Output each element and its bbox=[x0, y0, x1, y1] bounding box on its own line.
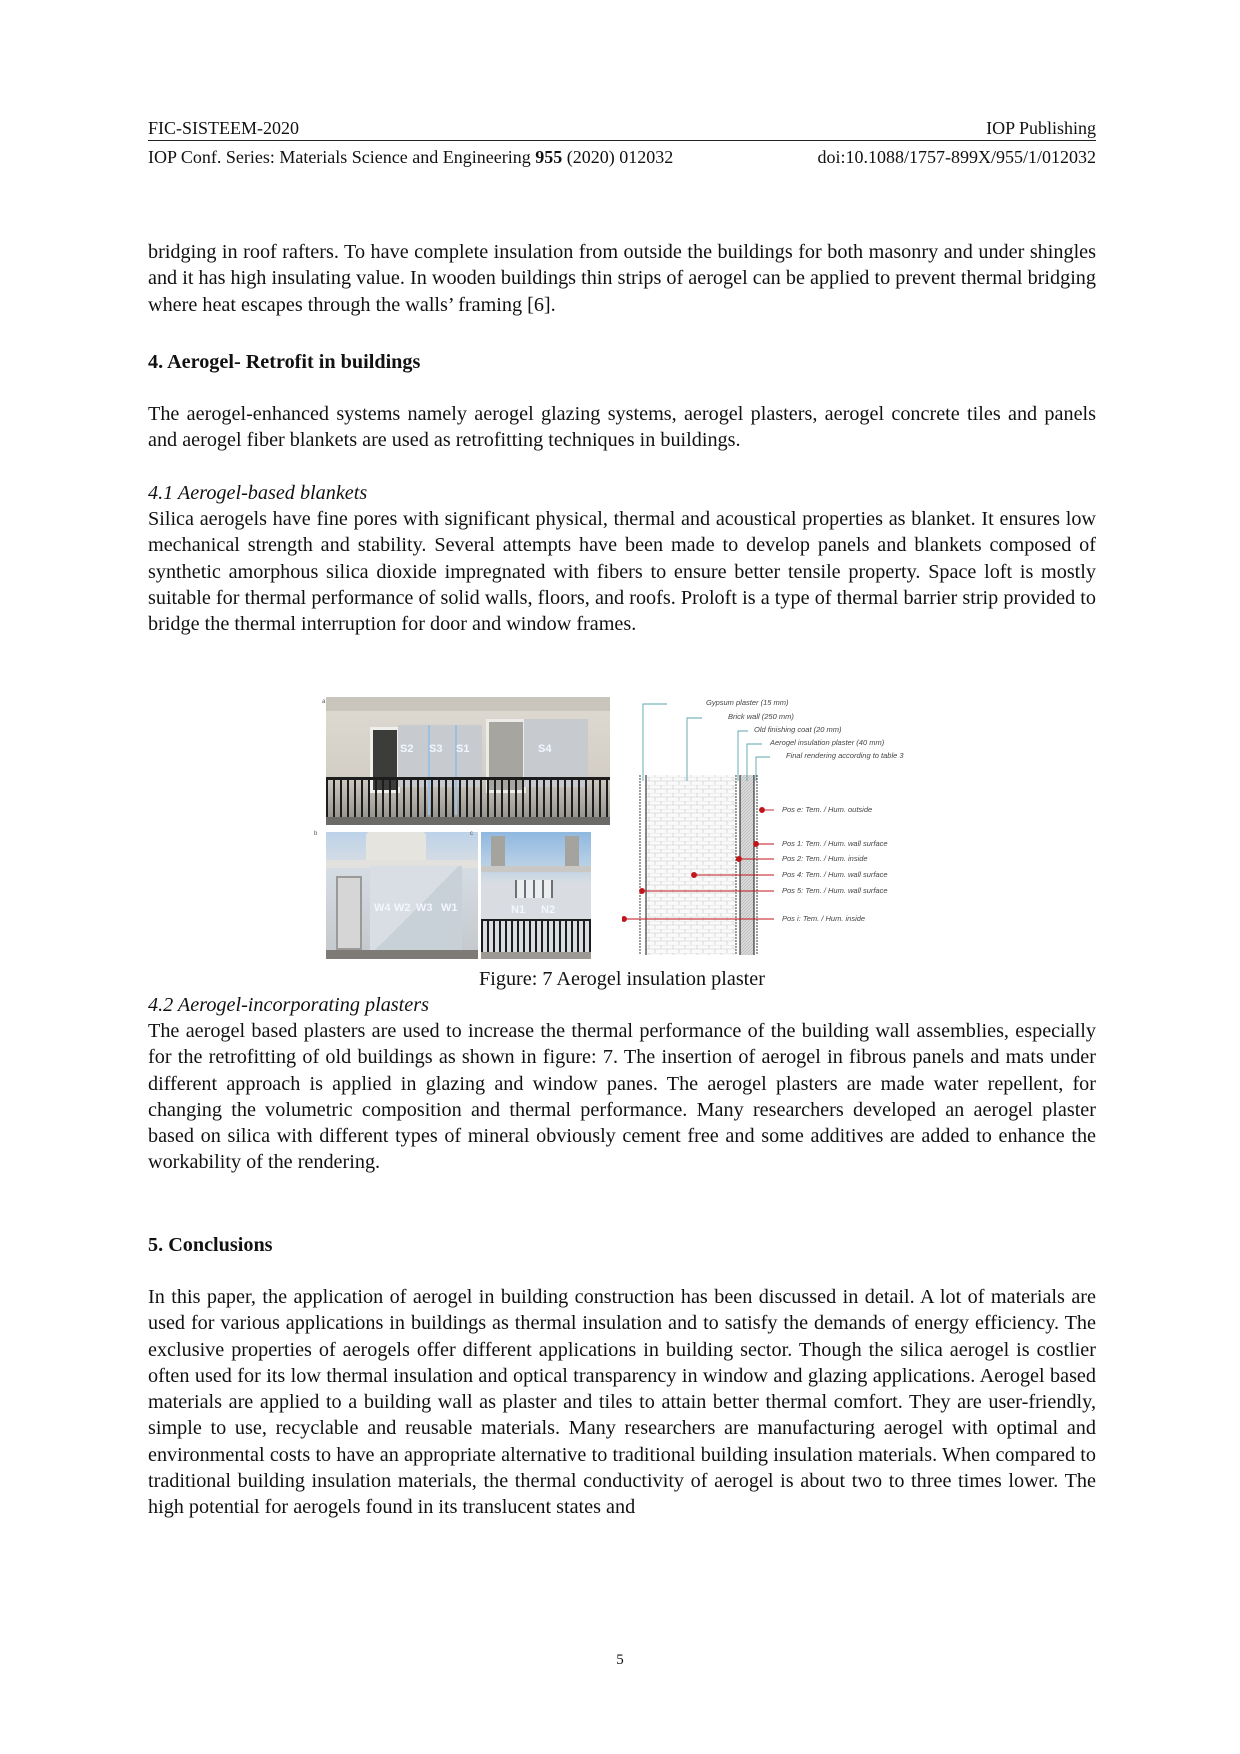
layer-label: Final rendering according to table 3 bbox=[786, 751, 904, 760]
volume-number: 955 bbox=[535, 147, 563, 167]
sample-label: S1 bbox=[456, 743, 470, 755]
section-4-1-heading: 4.1 Aerogel-based blankets bbox=[148, 482, 368, 504]
sample-label: W3 bbox=[416, 902, 433, 914]
page-number: 5 bbox=[616, 1652, 624, 1668]
sensor-label: Pos 5: Tem. / Hum. wall surface bbox=[782, 886, 888, 895]
series-info: IOP Conf. Series: Materials Science and Engineering 955 (2020) 012032 bbox=[148, 147, 674, 167]
sample-label: N1 bbox=[511, 904, 526, 916]
sensor-label: Pos 2: Tem. / Hum. inside bbox=[782, 854, 868, 863]
layer-label: Old finishing coat (20 mm) bbox=[754, 725, 842, 734]
section-5-paragraph: In this paper, the application of aerogel in building construction has been discussed in detail. A lot of materials are used for various applications in buildings as thermal insulation and to satisfy the demands of energy efficiency. The exclusive properties of aerogels offer different applications in building sector. Though the silica aerogel is costlier often used for its low thermal insulation and optical transparency in window and glazing applications. Aerogel based materials are applied to a building wall as plaster and tiles to attain better thermal comfort. They are user-friendly, simple to use, recyclable and reusable materials. Many researchers are manufacturing aerogel with optimal and environmental costs to have an appropriate alternative to traditional building insulation materials. When compared to traditional building insulation materials, the thermal conductivity of aerogel is about two to three times lower. The high potential for aerogels found in its translucent states and bbox=[148, 1286, 1096, 1519]
section-5-heading: 5. Conclusions bbox=[148, 1234, 273, 1256]
sensor-label: Pos e: Tem. / Hum. outside bbox=[782, 805, 873, 814]
sensor-label: Pos 4: Tem. / Hum. wall surface bbox=[782, 870, 888, 879]
figure-caption: Figure: 7 Aerogel insulation plaster bbox=[479, 968, 765, 990]
section-4-2-paragraph: The aerogel based plasters are used to increase the thermal performance of the building wall assemblies, especially for the retrofitting of old buildings as shown in figure: 7. The insertion of aerogel in fibrous panels and mats under different approach is applied in glazing and window panes. The aerogel plasters are made water repellent, for changing the volumetric composition and thermal performance. Many researchers developed an aerogel plaster based on silica with different types of mineral obviously cement free and some additives are added to enhance the workability of the rendering. bbox=[148, 1020, 1096, 1174]
sample-label: N2 bbox=[541, 904, 556, 916]
sample-label: S4 bbox=[538, 743, 552, 755]
figure-7 bbox=[314, 697, 942, 959]
panel-letter-a: a bbox=[322, 699, 326, 705]
sensor-label: Pos 1: Tem. / Hum. wall surface bbox=[782, 839, 888, 848]
citation-line bbox=[148, 146, 1096, 168]
layer-label: Brick wall (250 mm) bbox=[728, 712, 794, 721]
photo-a-building-south bbox=[326, 697, 610, 825]
photo-b-building-west bbox=[326, 832, 478, 959]
section-4-paragraph: The aerogel-enhanced systems namely aerogel glazing systems, aerogel plasters, aerogel concrete tiles and panels and aerogel fiber blankets are used as retrofitting techniques in buildings. bbox=[148, 403, 1096, 452]
intro-paragraph: bridging in roof rafters. To have complete insulation from outside the buildings for both masonry and under shingles and it has high insulating value. In wooden buildings thin strips of aerogel can be applied to prevent thermal bridging where heat escapes through the walls’ framing [6]. bbox=[148, 241, 1096, 316]
running-header bbox=[148, 117, 1096, 141]
layer-label: Aerogel insulation plaster (40 mm) bbox=[770, 738, 885, 747]
section-4-1-paragraph: Silica aerogels have fine pores with significant physical, thermal and acoustical properties as blanket. It ensures low mechanical strength and stability. Several attempts have been made to develop panels and blankets composed of synthetic amorphous silica dioxide impregnated with fibers to ensure better tensile property. Space loft is mostly suitable for thermal performance of solid walls, floors, and roofs. Proloft is a type of thermal barrier strip provided to bridge the thermal interruption for door and window frames. bbox=[148, 508, 1096, 636]
sample-label: W2 bbox=[394, 902, 411, 914]
panel-letter-c: c bbox=[470, 831, 473, 837]
conference-name: FIC-SISTEEM-2020 bbox=[148, 118, 300, 138]
publisher-name: IOP Publishing bbox=[986, 118, 1096, 138]
sensor-label: Pos i: Tem. / Hum. inside bbox=[782, 914, 866, 923]
sample-label: S3 bbox=[429, 743, 443, 755]
photo-c-building-north bbox=[481, 832, 591, 959]
sample-label: W4 bbox=[374, 902, 391, 914]
doi-link[interactable]: doi:10.1088/1757-899X/955/1/012032 bbox=[817, 147, 1096, 167]
sample-label: W1 bbox=[441, 902, 458, 914]
sample-label: S2 bbox=[400, 743, 414, 755]
section-4-heading: 4. Aerogel- Retrofit in buildings bbox=[148, 351, 421, 373]
panel-letter-b: b bbox=[314, 831, 318, 837]
section-4-2-heading: 4.2 Aerogel-incorporating plasters bbox=[148, 994, 429, 1016]
layer-label: Gypsum plaster (15 mm) bbox=[706, 698, 789, 707]
